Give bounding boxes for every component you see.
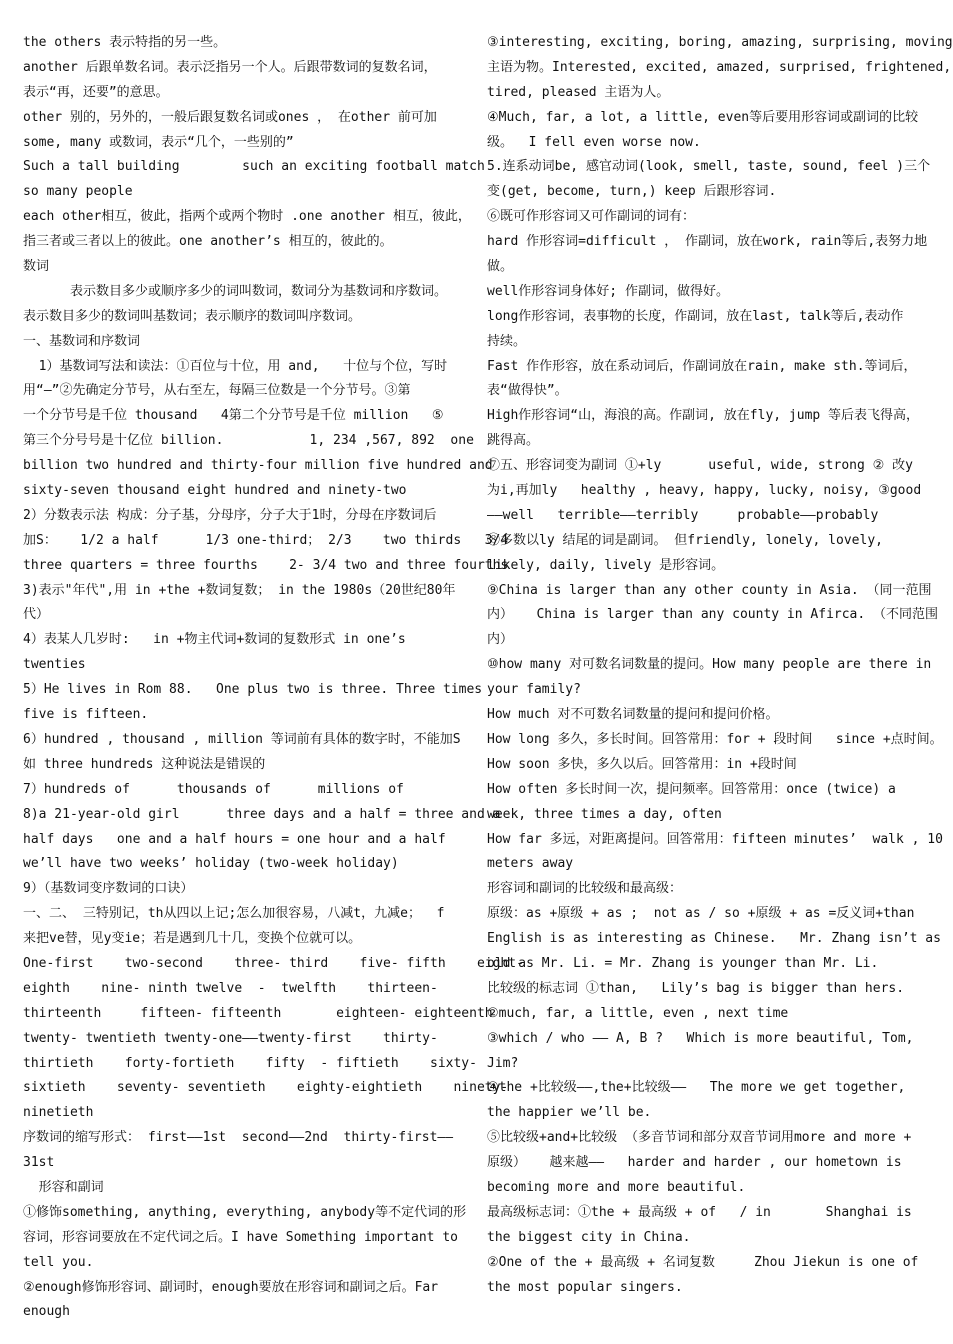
text-line: 跳得高。: [487, 433, 540, 449]
text-line: enough: [23, 1304, 70, 1320]
text-line: 一个分节号是千位 thousand 4第二个分节号是千位 million ⑤: [23, 408, 444, 424]
text-line: 原级） 越来越—— harder and harder , our hometown is: [487, 1155, 902, 1171]
text-line: 代）: [23, 607, 50, 623]
text-line: ⑩how many 对可数名词数量的提问。How many people are there in: [487, 657, 932, 673]
text-line: 表示“再，还要”的意思。: [23, 84, 169, 100]
text-line: 级。 I fell even worse now.: [487, 134, 701, 150]
text-line: each other相互，彼此，指两个或两个物时 .one another 相互，彼此，: [23, 209, 471, 225]
text-line: the biggest city in China.: [487, 1229, 691, 1245]
text-line: 8)a 21-year-old girl three days and a half = three and a: [23, 806, 501, 822]
text-line: ⑧多数以ly 结尾的词是副词。 但friendly, lonely, lovely,: [487, 532, 883, 548]
text-line: 5）He lives in Rom 88. One plus two is three. Three times: [23, 682, 483, 698]
text-line: 6）hundred , thousand , million 等词前有具体的数字时，不能加S: [23, 731, 461, 747]
text-line: 容词，形容词要放在不定代词之后。I have Something important to: [23, 1229, 458, 1245]
text-line: ②much, far, a little, even , next time: [487, 1005, 789, 1021]
text-line: ninetieth: [23, 1105, 94, 1121]
text-line: 9）（基数词变序数词的口诀）: [23, 881, 194, 897]
text-line: 3)表示"年代",用 in +the +数词复数； in the 1980s（20世纪80年: [23, 582, 456, 598]
text-line: your family?: [487, 682, 581, 698]
text-line: ③which / who —— A, B ? Which is more beautiful, Tom,: [487, 1030, 914, 1046]
text-line: 来把ve替，见y变ie；若是遇到几十几，变换个位就可以。: [23, 931, 362, 947]
text-line: so many people: [23, 184, 133, 200]
text-line: likely, daily, lively 是形容词。: [487, 557, 725, 573]
text-line: 加S： 1/2 a half 1/3 one-third； 2/3 two thirds 3/4: [23, 532, 509, 548]
text-line: 1）基数词写法和读法：①百位与十位，用 and, 十位与个位，写时: [23, 358, 448, 374]
text-line: 做。: [487, 259, 514, 275]
text-line: thirteenth fifteen- fifteenth eighteen- eighteenth: [23, 1005, 493, 1021]
text-line: 数词: [23, 259, 50, 275]
text-line: twenties: [23, 657, 86, 673]
text-line: tired, pleased 主语为人。: [487, 84, 670, 100]
text-line: 最高级标志词：①the + 最高级 + of / in Shanghai is: [487, 1204, 912, 1220]
text-line: the most popular singers.: [487, 1279, 683, 1295]
text-line: Fast 作作形容，放在系动词后，作副词放在rain, make sth.等词后，: [487, 358, 917, 374]
text-line: five is fifteen.: [23, 707, 149, 723]
text-line: ——well terrible——terribly probable——probably: [487, 507, 879, 523]
text-line: How much 对不可数名词数量的提问和提问价格。: [487, 707, 779, 723]
right-column: [487, 31, 953, 1300]
text-line: 表示数目多少的数词叫基数词；表示顺序的数词叫序数词。: [23, 308, 362, 324]
text-line: 2）分数表示法 构成：分子基，分母序，分子大于1时，分母在序数词后: [23, 507, 437, 523]
text-line: old as Mr. Li. = Mr. Zhang is younger than Mr. Li.: [487, 955, 879, 971]
text-line: 指三者或三者以上的彼此。one another’s 相互的，彼此的。: [23, 234, 393, 250]
text-line: tell you.: [23, 1254, 94, 1270]
text-line: eighth nine- ninth twelve - twelfth thirteen-: [23, 980, 438, 996]
text-line: ④the +比较级——,the+比较级—— The more we get together,: [487, 1080, 906, 1096]
text-line: other 别的，另外的，一般后跟复数名词或ones ， 在other 前可加: [23, 109, 437, 125]
text-line: 表示数目多少或顺序多少的词叫数词，数词分为基数词和序数词。: [23, 283, 447, 299]
text-line: ⑨China is larger than any other county in Asia. （同一范围: [487, 582, 932, 598]
text-line: some, many 或数词，表示“几个，一些别的”: [23, 134, 294, 150]
text-line: 一、二、 三特别记，th从四以上记;怎么加很容易，八减t，九减e； f: [23, 906, 445, 922]
text-line: 变(get, become, turn,) keep 后跟形容词.: [487, 184, 777, 200]
text-line: the happier we’ll be.: [487, 1105, 652, 1121]
text-line: becoming more and more beautiful.: [487, 1179, 746, 1195]
text-line: ①修饰something, anything, everything, anybody等不定代词的形: [23, 1204, 467, 1220]
text-line: we’ll have two weeks’ holiday (two-week holiday): [23, 856, 399, 872]
text-line: ⑦五、形容词变为副词 ①+ly useful, wide, strong ② 改y: [487, 458, 913, 474]
text-line: well作形容词身体好; 作副词，做得好。: [487, 283, 729, 299]
text-line: How soon 多快，多久以后。回答常用：in +段时间: [487, 756, 797, 772]
text-line: twenty- twentieth twenty-one——twenty-first thirty-: [23, 1030, 438, 1046]
text-line: 比较级的标志词 ①than, Lily’s bag is bigger than hers.: [487, 980, 905, 996]
text-line: 一、基数词和序数词: [23, 333, 141, 349]
text-line: half days one and a half hours = one hour and a half: [23, 831, 446, 847]
text-line: 7）hundreds of thousands of millions of: [23, 781, 404, 797]
text-line: 序数词的缩写形式： first——1st second——2nd thirty-first——: [23, 1130, 454, 1146]
text-line: billion two hundred and thirty-four million five hundred and: [23, 458, 493, 474]
text-line: 形容和副词: [23, 1179, 104, 1195]
text-line: 为i,再加ly healthy , heavy, happy, lucky, noisy, ③good: [487, 483, 922, 499]
text-line: ②One of the + 最高级 + 名词复数 Zhou Jiekun is one of: [487, 1254, 919, 1270]
text-line: 5.连系动词be, 感官动词(look, smell, taste, sound, feel )三个: [487, 159, 931, 175]
text-line: ④Much, far, a lot, a little, even等后要用形容词或副词的比较: [487, 109, 919, 125]
text-line: Jim?: [487, 1055, 519, 1071]
text-line: 内）: [487, 632, 514, 648]
text-line: ⑥既可作形容词又可作副词的词有：: [487, 209, 696, 225]
text-line: High作形容词“山，海浪的高。作副词, 放在fly, jump 等后表飞得高，: [487, 408, 920, 424]
text-line: 内） China is larger than any county in Afirca. （不同范围: [487, 607, 939, 623]
text-line: 4）表某人几岁时: in +物主代词+数词的复数形式 in one’s: [23, 632, 406, 648]
text-line: 31st: [23, 1155, 55, 1171]
text-line: ③interesting, exciting, boring, amazing, surprising, moving: [487, 35, 953, 50]
text-line: 如 three hundreds 这种说法是错误的: [23, 756, 266, 772]
text-line: 第三个分号号是十亿位 billion. 1, 234 ,567, 892 one: [23, 433, 474, 449]
text-line: How far 多远，对距离提问。回答常用：fifteen minutes’ walk , 10: [487, 831, 943, 847]
text-line: hard 作形容词=difficult ， 作副词，放在work, rain等后,表努力地: [487, 234, 928, 250]
text-line: ⑤比较级+and+比较级 （多音节词和部分双音节词用more and more +: [487, 1130, 912, 1146]
text-line: thirtieth forty-fortieth fifty - fiftieth sixty-: [23, 1055, 477, 1071]
text-line: 原级：as +原级 + as ; not as / so +原级 + as =反义词+than: [487, 906, 915, 922]
text-line: How often 多长时间一次，提问频率。回答常用：once (twice) a: [487, 781, 896, 797]
text-line: One-first two-second three- third five- fifth eight-: [23, 955, 524, 971]
text-line: ②enough修饰形容词、副词时，enough要放在形容词和副词之后。Far: [23, 1279, 439, 1295]
text-line: meters away: [487, 856, 574, 872]
text-line: 形容词和副词的比较级和最高级：: [487, 881, 683, 897]
text-line: 持续。: [487, 333, 527, 349]
text-line: another 后跟单数名词。表示泛指另一个人。后跟带数词的复数名词，: [23, 59, 437, 75]
text-line: long作形容词，表事物的长度，作副词，放在last, talk等后,表动作: [487, 308, 904, 324]
text-line: 表“做得快”。: [487, 383, 568, 399]
text-line: English is as interesting as Chinese. Mr. Zhang isn’t as: [487, 931, 941, 947]
text-line: sixty-seven thousand eight hundred and ninety-two: [23, 483, 407, 499]
text-line: Such a tall building such an exciting football match: [23, 159, 485, 175]
text-line: 主语为物。Interested, excited, amazed, surprised, frightened,: [487, 59, 952, 75]
text-line: sixtieth seventy- seventieth eighty-eightieth ninety-: [23, 1080, 509, 1096]
text-line: How long 多久，多长时间。回答常用：for + 段时间 since +点时间。: [487, 731, 943, 747]
text-line: the others 表示特指的另一些。: [23, 35, 227, 50]
text-line: 用“—”②先确定分节号，从右至左，每隔三位数是一个分节号。③第: [23, 383, 411, 399]
text-line: three quarters = three fourths 2- 3/4 two and three fourths: [23, 557, 509, 573]
text-line: week, three times a day, often: [487, 806, 722, 822]
